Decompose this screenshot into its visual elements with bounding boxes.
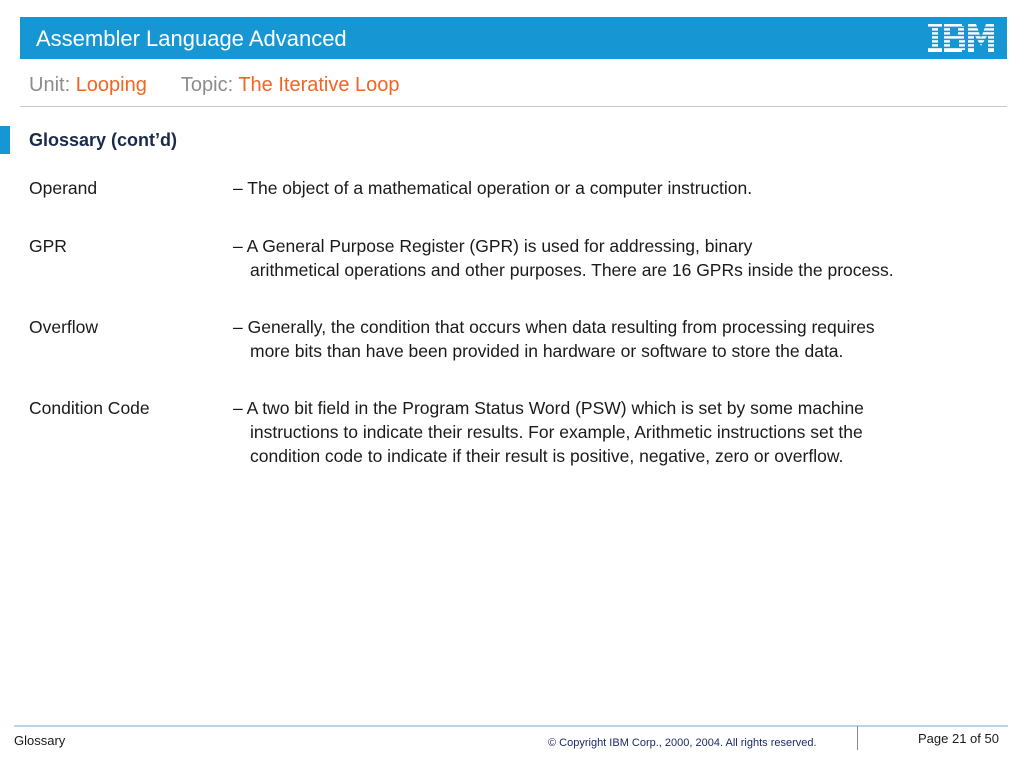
glossary-definition	[233, 234, 993, 282]
presentation-title: Assembler Language Advanced	[36, 26, 347, 51]
definition-line: arithmetical operations and other purposes. There are 16 GPRs inside the process.	[250, 260, 894, 280]
glossary-definition	[233, 315, 993, 363]
unit-topic-line	[29, 72, 400, 98]
glossary-definition	[233, 176, 993, 200]
definition-line: – A General Purpose Register (GPR) is used for addressing, binary	[233, 236, 753, 256]
footer-page-number: Page 21 of 50	[918, 731, 999, 746]
glossary-term: GPR	[29, 236, 67, 256]
definition-line: – A two bit field in the Program Status Word (PSW) which is set by some machine	[233, 398, 864, 418]
glossary-term: Condition Code	[29, 398, 150, 418]
glossary-term: Overflow	[29, 317, 99, 337]
footer-section-name: Glossary	[14, 733, 66, 748]
unit-value: Looping	[75, 74, 147, 96]
glossary-term: Operand	[29, 178, 98, 198]
section-accent-mark	[0, 126, 10, 154]
glossary-definition	[233, 396, 993, 468]
topic-value: The Iterative Loop	[238, 74, 400, 96]
footer-copyright: © Copyright IBM Corp., 2000, 2004. All rights reserved.	[548, 737, 817, 749]
definition-line: – Generally, the condition that occurs when data resulting from processing requires	[233, 317, 875, 337]
definition-line: – The object of a mathematical operation or a computer instruction.	[233, 178, 753, 198]
footer-vertical-divider	[857, 726, 858, 750]
header-bar	[20, 17, 1007, 59]
footer-divider	[14, 725, 1008, 727]
definition-line: more bits than have been provided in hardware or software to store the data.	[250, 341, 844, 361]
definition-line: instructions to indicate their results. For example, Arithmetic instructions set the	[250, 422, 863, 442]
topic-label: Topic:	[180, 74, 234, 96]
unit-divider	[20, 106, 1007, 107]
definition-line: condition code to indicate if their result is positive, negative, zero or overflow.	[250, 446, 844, 466]
unit-label: Unit:	[29, 74, 71, 96]
section-title: Glossary (cont’d)	[29, 130, 178, 150]
ibm-logo-icon	[928, 24, 994, 52]
